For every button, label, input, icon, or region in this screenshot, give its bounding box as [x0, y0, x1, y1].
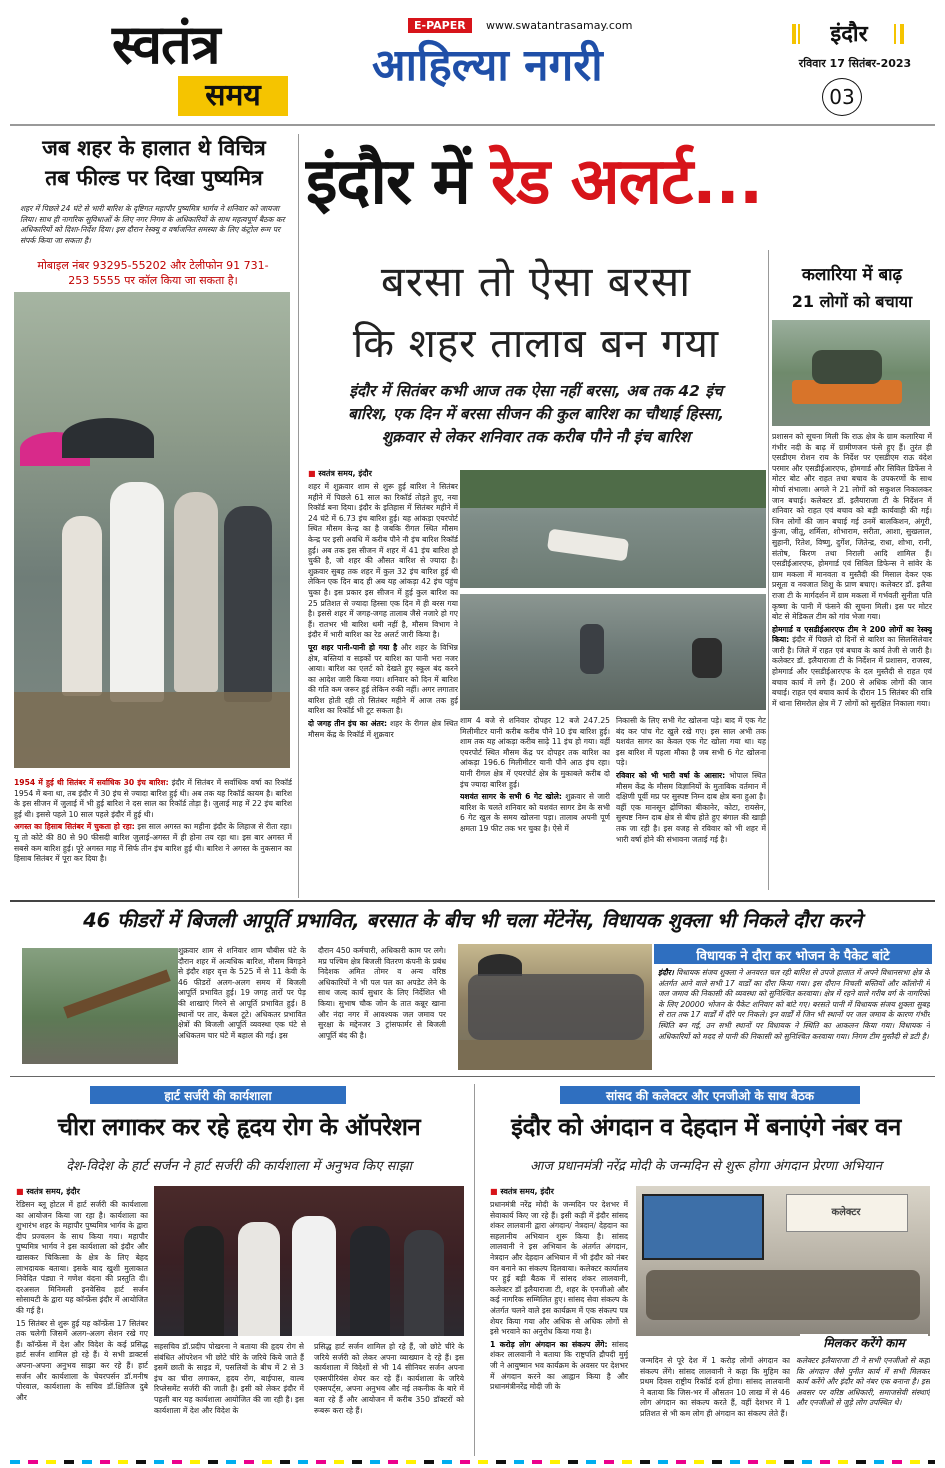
organ-col1-text: प्रधानमंत्री नरेंद्र मोदी के जन्मदिन पर देशभर में सेवाकार्य किए जा रहे हैं। इसी कड़ी में इंदौर सांसद शंकर लालवानी द्वारा अंगदान/ नेत्रदान/ देहदान का सहलानीय अभियान शुरू किया है। सांसद लालवानी ने इस अभियान के अंतर्गत अंगदान, नेत्रदान और देहदान अभियान में भी इंदौर को नंबर वन बनाने का संकल्प दिलवाया। कलेक्टर कार्यालय पर हुई बड़ी बैठक में सांसद शंकर लालवानी, कलेक्टर डॉ इलैयाराजा टी, शहर के एनजीओ और कई नागरिक सम्मिलित हुए। सांसद सेवा संकल्प के अंतर्गत चलने वाले इस कार्यक्रम में एक संकल्प पत्र शेयर किया गया और अधिक से अधिक लोगों से इसे भरवाने का अनुरोध किया गया है। — [490, 1200, 628, 1337]
website-link[interactable]: www.swatantrasamay.com — [486, 19, 633, 32]
person-shape — [62, 516, 102, 696]
heart-col1b-text: 15 सितंबर से शुरू हुई यह कॉन्फ्रेंस 17 सितंबर तक चलेगी जिसमें अलग-अलग सेशन रखे गए हैं। कॉन्फ्रेंस में देश और विदेश के कई प्रसिद्ध हार्ट सर्जन शामिल हो रहे हैं। ये सभी डाक्टर्स अपना-अपना अनुभव साझा कर रहे हैं। हार्ट सर्जन और कार्यशाला के चेयरपर्सन डॉ.मनीष पोरवाल, कार्यशाला के सचिव डॉ.क्षितिज दुबे और — [16, 1318, 148, 1402]
speaker-shape — [404, 1230, 444, 1336]
city-name: इंदौर — [830, 22, 868, 47]
section-divider — [10, 1076, 935, 1077]
people-shape — [580, 624, 604, 674]
date-bars — [894, 24, 896, 44]
heart-col-3: प्रसिद्ध हार्ट सर्जन शामिल हो रहे हैं, जो छोटे चीरे के जरिये सर्जरी को लेकर अपना व्याख्यान दे रहे हैं। इस कार्यशाला में विदेशों से भी 14 सीनियर सर्जन अपना एक्सपीरियंस शेयर कर रहे हैं। कार्यशाला के जरिये एक्सपर्ट्स, अपना अनुभव और नई तकनीक के बारे में बता रहे हैं और आयोजन में करीब 350 डॉक्टरों को रूबरू करा रहे हैं। — [314, 1342, 464, 1415]
masthead — [0, 0, 945, 120]
column-divider — [298, 134, 299, 898]
electricity-col-1: शुक्रवार शाम से शनिवार शाम चौबीस घंटे के दौरान शहर में अत्यधिक बारिश, मौसम बिगड़ने से इंदौर शहर वृत्त के 525 में से 11 केवी के 46 फीडरों अलग-अलग समय में बिजली आपूर्ति प्रभावित हुई। 19 जगह तारों पर पेड़ की शाखाएं गिरने से आपूर्ति प्रभावित हुई। 8 स्थानों पर तार, केबल टूटे। अधिकतर प्रभावित क्षेत्रों की बिजली आपूर्ति व्यवस्था एक घंटे से अधिकतम चार घंटे में बहाल की गई। इस — [178, 946, 306, 1040]
left-story-headline-1: जब शहर के हालात थे विचित्र — [42, 136, 266, 160]
fallen-tree-photo — [22, 948, 178, 1064]
rescue-photo — [772, 320, 930, 426]
mla-subheadline: विधायक ने दौरा कर भोजन के पैकेट बांटे — [696, 949, 890, 964]
organ-col-2: जन्मदिन से पूरे देश में 1 करोड़ लोगों अंगदान का संकल्प लेंगे। सांसद लालवानी ने कहा कि मुहिम का प्रथम दिवस राष्ट्रीय रिकॉर्ड दर्ज होगा। सांसद लालवानी ने बताया कि जिस-भर में औसतन 10 लाख में से 46 लोग अंगदान का संकल्प करते हैं, वहीं देशभर में 1 प्रतिशत से भी कम लोग ही अंगदान का संकल्प लेते हैं। — [640, 1356, 790, 1418]
caption2-text: इस साल अगस्त का महीना इंदौर के लिहाज से रीता रहा। यू तो कोटे की 80 से 90 फीसदी बारिश जुलाई-अगस्त में ही होना तय रहा था। इस बार अगस्त में सबसे कम बारिश हुई। पूरे अगस्त माह में सिर्फ तीन इंच बारिश हुई थी। बारिश ने अगस्त के नुकसान का हिसाब सितंबर में पूरा कर दिया है। — [14, 822, 292, 864]
main-col3b-head: रविवार को भी भारी वर्षा के आसार: — [616, 770, 726, 780]
main-byline: ■ स्वतंत्र समय, इंदौर — [308, 469, 372, 478]
car-shape — [547, 529, 629, 562]
organ-kicker: सांसद की कलेक्टर और एनजीओ के साथ बैठक — [605, 1089, 815, 1103]
left-story-helpline: मोबाइल नंबर 93295-55202 और टेलीफोन 91 731-253 5555 पर कॉल किया जा सकता है। — [37, 259, 269, 287]
main-headline-part2: रेड अलर्ट... — [491, 145, 763, 219]
main-headline — [306, 140, 766, 224]
attendees-shape — [646, 1270, 920, 1320]
screen-label: कलेक्टर — [831, 1207, 861, 1218]
speaker-shape — [350, 1226, 390, 1336]
mla-story-text: विधायक संजय शुक्ला ने अनवरत चल रही बारिश से उपजे हालात में अपने विधानसभा क्षेत्र के अंतर्गत आने वाले सभी 17 वार्डों का दौरा किया गया। इस दौरान निचली बस्तियों और कॉलोनी में जल जमाव की निकासी की व्यवस्था को सुनिश्चित करवाया। क्षेत्र में रहने वाले गरीब वर्ग के नागरिकों के लिए 20000 भोजन के पैकेट शनिवार को बांटे गए। बरसते पानी में विधायक संजय शुक्ला सुबह से रात तक 17 वार्डों में दौरे पर निकले। इन वार्डों में जिन भी स्थानों पर जल जमाव के कारण गंभीर स्थिति बन गई, उन सभी स्थानों पर विधायक ने स्थिति का आकलन किया गया। विधायक ने अधिकारियों को मदद से पानी की निकासी को सुनिश्चित करवाया गया। निगम टीम मुस्तैदी से डटी है। — [658, 968, 930, 1041]
person-shape — [174, 492, 218, 692]
main-col-2 — [460, 716, 610, 886]
organ-subhead: आज प्रधानमंत्री नरेंद्र मोदी के जन्मदिन से शुरू होगा अंगदान प्रेरणा अभियान — [529, 1159, 882, 1174]
umbrella-shape — [478, 954, 522, 976]
right-story-headline-1: कलारिया में बाढ़ — [801, 265, 903, 285]
column-divider — [474, 1084, 475, 1456]
organ-col1b-head: 1 करोड़ लोग अंगदान का संकल्प लेंगे: — [490, 1339, 608, 1349]
organ-headline: इंदौर को अंगदान व देहदान में बनाएंगे नंबर वन — [511, 1113, 901, 1141]
trunk-shape — [63, 970, 170, 1019]
logo-line1: स्वतंत्र — [112, 12, 220, 76]
main-col1b-head: पूरा शहर पानी-पानी हो गया है — [308, 642, 398, 652]
main-col1b-text: और शहर के विभिन्न क्षेत्र, बस्तियां व सड़कों पर बारिश का पानी भरा नजर आया। बारिश का एलर्ट को देखते हुए स्कूल बंद करने का आदेश जारी किया गया। शनिवार को दिन में बारिश की गति कम जरूर हुई लेकिन रुकी नहीं। अगर लगातार बारिश होती रही तो सितंबर महीने में आज तक हुई बारिश का रिकॉर्ड भी टूट सकता है। — [308, 642, 458, 716]
date-bars — [792, 24, 796, 44]
date-bars — [798, 24, 800, 44]
caption-highlight: 1954 में हुई थी सितंबर में सर्वाधिक 30 इंच बारिश: — [14, 778, 169, 787]
speaker-shape — [238, 1222, 280, 1336]
main-deck-line3: शुक्रवार से लेकर शनिवार तक करीब पौने नौ इंच बारिश — [381, 428, 691, 446]
heart-subhead: देश-विदेश के हार्ट सर्जन ने हार्ट सर्जरी की कार्यशाला में अनुभव किए साझा — [66, 1159, 412, 1174]
umbrella-shape — [62, 418, 154, 458]
heart-headline: चीरा लगाकर कर रहे हृदय रोग के ऑपरेशन — [57, 1113, 421, 1141]
conference-photo — [154, 1186, 464, 1336]
main-col1c-head: दो जगह तीन इंच का अंतर: — [308, 719, 387, 729]
main-col2b-head: यशवंत सागर के सभी 6 गेट खोले: — [460, 792, 562, 802]
logo-line2: समय — [178, 76, 288, 116]
right-story-headline-2: 21 लोगों को बचाया — [791, 292, 913, 311]
organ-photo-caption-title: मिलकर करेंगे काम — [800, 1334, 928, 1351]
main-col-1 — [308, 482, 458, 886]
left-story-caption — [14, 778, 292, 896]
main-col2b-text: शुक्रवार से जारी बारिश के चलते शनिवार को यशवंत सागर डेम के सभी 6 गेट खुल के समय खोलना पड़ा। तालाब अपनी पूर्ण क्षमता 19 फीट तक भर चुका है। ऐसे में — [460, 792, 610, 833]
submerged-car-photo — [460, 470, 766, 588]
masthead-divider — [10, 124, 935, 126]
organ-col1b-text: सांसद शंकर लालवानी ने बताया कि राष्ट्रपति द्रौपदी मुर्मू जी ने आयुष्मान भव कार्यक्रम के अवसर पर देशभर में अंगदान करने का आह्वान किया है और प्रधानमंत्रीनरेंद्र मोदी जी के — [490, 1339, 628, 1392]
speaker-shape — [292, 1216, 336, 1336]
section-divider — [10, 900, 935, 902]
main-col2-text: शाम 4 बजे से शनिवार दोपहर 12 बजे 247.25 मिलीमीटर यानी करीब करीब पौने 10 इंच बारिश हुई। शाम तक यह आंकड़ा करीब साढ़े 11 इंच हो गया। वहीं एयरपोर्ट स्थित मौसम केंद्र पर दोपहर तक बारिश का आंकड़ा 196.6 मिलीमीटर यानी पौने आठ इंच रहा। यानी रीगल क्षेत्र में एयरपोर्ट क्षेत्र के मुकाबले करीब दो इंच ज्यादा बारिश हुई। — [460, 716, 610, 789]
main-deck-line1: इंदौर में सितंबर कभी आज तक ऐसा नहीं बरसा, अब तक 42 इंच — [349, 382, 723, 400]
page-number: 03 — [822, 78, 862, 116]
floodwater-shape — [14, 692, 290, 768]
main-subhead-1: बरसा तो ऐसा बरसा — [380, 257, 692, 306]
organ-byline: ■ स्वतंत्र समय, इंदौर — [490, 1187, 554, 1196]
edition-title: आहिल्या नगरी — [372, 40, 603, 91]
heart-byline: ■ स्वतंत्र समय, इंदौर — [16, 1187, 80, 1196]
main-headline-part1: इंदौर में — [306, 145, 470, 219]
main-col1c-text: शहर के रीगल क्षेत्र स्थित मौसम केंद्र के रिकॉर्ड में शुक्रवार — [308, 719, 458, 739]
heart-kicker: हार्ट सर्जरी की कार्यशाला — [164, 1089, 272, 1103]
electricity-headline: 46 फीडरों में बिजली आपूर्ति प्रभावित, बरसात के बीच भी चला मेंटेनेंस, विधायक शुक्ला भी निकले दौरा करने — [83, 909, 862, 932]
crowd-shape — [468, 974, 644, 1040]
rescuers-shape — [812, 350, 882, 384]
heart-col-1 — [16, 1200, 148, 1454]
mla-story-body — [658, 968, 930, 1068]
left-story-headline-2: तब फील्ड पर दिखा पुष्यमित्र — [45, 166, 263, 190]
main-byline-text: स्वतंत्र समय, इंदौर — [318, 469, 372, 478]
trees-shape — [460, 470, 766, 508]
flooded-road-photo — [460, 594, 766, 710]
organ-byline-text: स्वतंत्र समय, इंदौर — [500, 1187, 554, 1196]
organ-photo-caption: कलेक्टर इलैयाराजा टी ने सभी एनजीओ से कहा कि अंगदान जैसे पुनीत कार्य में सभी मिलकर कार्य करेंगे और इंदौर को नंबर एक बनाना है। इस अवसर पर वरिष्ठ अधिकारी, समाजसेवी संस्थाएं और एनजीओ से जुड़े लोग उपस्थित थे। — [796, 1356, 930, 1408]
floodwater-shape — [458, 1040, 652, 1070]
mla-visit-photo — [458, 944, 652, 1070]
caption2-highlight: अगस्त का हिसाब सितंबर में चुकता हो रहा: — [14, 822, 135, 832]
main-deck — [306, 380, 766, 449]
electricity-col-2: दौरान 450 कर्मचारी, अधिकारी काम पर लगे। मप्र पश्चिम क्षेत्र बिजली वितरण कंपनी के प्रबंध निदेशक अमित तोमर व अन्य वरिष्ठ अधिकारियों ने भी पल पल का अपडेट लेने के साथ जल्द कार्य सुधार के लिए निर्देशित भी किया। सुभाष चौक जोन के तात कन्नूर खाना और नंदा नगर में आवश्यक जल जमाव पर सुरक्षा के मद्देनजर 3 ट्रांसफार्मर से बिजली आपूर्ति बंद की है। — [318, 946, 446, 1040]
person-shape — [110, 482, 164, 702]
main-deck-line2: बारिश, एक दिन में बरसा सीजन की कुल बारिश का चौथाई हिस्सा, — [347, 405, 725, 423]
person-shape — [224, 506, 272, 702]
mla-story-lead: इंदौर। — [658, 968, 674, 977]
right-story-text: प्रशासन को सूचना मिली कि राऊ क्षेत्र के ग्राम कलारिया में गंभीर नदी के बाढ़ में ग्रामीणजन फंसे हुए हैं। तुरंत ही एसडीएम रोशन राय के निर्देश पर एसडीएम राऊ वंदेश परमार और एसडीईआरएफ, होमगार्ड और सिविल डिफेंस ने मोटर बोट और राहत तथा बचाव के उपकरणों के साथ मोर्चा संभाला। अगले ने 21 लोगों को सकुशल निकालकर जान बचाई। कलेक्टर डॉ. इलैयाराजा टी के निर्देशन में शनिवार को राहत एवं बचाव को बड़ी कार्यवाही की गई। जिन लोगों की जान बचाई गई उनमें बालकिशन, अंगूरी, कुंजा, जीतू, शर्मिला, शोभाराम, सरीता, आशा, सुखलाल, सुहानी, रितेश, विष्णु, दुर्गेश, जितेन्द्र, राधा, शोभा, रानी, संतोष, किरण तथा निराली आदि शामिल हैं। एसडीईआरएफ, होमगार्ड एवं सिविल डिफेन्स ने सांवेर के ग्राम मकला में मानवता व मुस्तैदी की मिसाल देकर एक प्रसूता व नवजात शिशु के प्राण बचाए। कलेक्टर डॉ. इलैया राजा टी के मार्गदर्शन में ग्राम मकला में गर्भवती सुनीता पति कृष्णा के पानी में फंसने की सूचना मिली। इस पर मोटर बोट से मेडिकल टीम को गांव भेजा गया। — [772, 432, 932, 622]
date-bars — [900, 24, 904, 44]
scooter-shape — [692, 638, 722, 678]
main-col3b-text: भोपाल स्थित मौसम केंद्र के मौसम विज्ञानियों के मुताबिक वर्तमान में दक्षिणी पूर्वी मप्र पर सुस्पष्ट निम्न दाब क्षेत्र बना हुआ है। वहीं एक मानसून द्रोणिका बीकानेर, कोटा, रायसेन, सुस्पष्ट निम्न दाब क्षेत्र से बीच होते हुए बंगाल की खाड़ी तक जा रही है। इस वजह से रविवार को भी शहर में भारी वर्षा होने की संभावना जताई गई है। — [616, 770, 766, 844]
caption-text: इंदौर में सितंबर में सर्वाधिक वर्षा का रिकॉर्ड 1954 में बना था, तब इंदौर में 30 इंच से ज्यादा बारिश हुई थी। अब तक यह रिकॉर्ड कायम है। बारिश के इस सीजन में जुलाई में भी हुई बारिश ने दस साल का रिकॉर्ड तोड़ा है। जुलाई माह में 22 इंच बारिश हुई थी। इससे पहले 10 साल पहले इंदौर में हुई थी। — [14, 778, 292, 819]
heart-byline-text: स्वतंत्र समय, इंदौर — [26, 1187, 80, 1196]
right-story-sub-text: इंदौर में पिछले दो दिनों से बारिश का सिलसिलेवार जारी है। जिले में राहत एवं बचाव के कार्य तेजी से जारी है। कलेक्टर डॉ. इलैयाराजा टी के निर्देशन में प्रशासन, राजस्व, होमगार्ड और एसडीईआरएफ के दल मुस्तैदी से राहत एवं बचाव कार्य में लगे हैं। 200 से अधिक लोगों की जान बचाई। राहत एवं बचाव कार्य के दौरान 15 सितंबर की रात्रि में थाना सिमरोल क्षेत्र में 7 लोगों को सुरक्षित निकाला गया। — [772, 635, 932, 708]
epaper-label: E-PAPER — [408, 18, 472, 33]
print-color-bar — [10, 1460, 935, 1464]
left-story-intro: शहर में पिछले 24 घंटे से भारी बारिश के दृष्टिगत महापौर पुष्यमित्र भार्गव ने शनिवार को जायजा लिया। साथ ही नागरिक सुविधाओं के लिए नगर निगम के अधिकारियों के साथ महत्वपूर्ण बैठक कर अधिकारियों को दिशा-निर्देश दिया। इस दौरान रेस्क्यू व वर्षाजनित समस्या के लिए कंट्रोल रूम पर संपर्क किया जा सकता है। — [20, 204, 285, 245]
main-subhead-2: कि शहर तालाब बन गया — [352, 321, 720, 367]
heart-col1-text: रेडिसन ब्लू होटल में हार्ट सर्जरी की कार्यशाला का आयोजन किया जा रहा है। कार्यशाला का शुभारंभ शहर के महापौर पुष्यमित्र भार्गव के द्वारा दीप प्रज्वलन के साथ किया गया। महापौर पुष्यमित्र भार्गव ने इस कार्यशाला को इंदौर और खासकर चिकित्सा के क्षेत्र के लिए बेहद लाभदायक बताया। इसके बाद खुशी मुलाकात निवेदित पंड्या ने गणेश वंदना की प्रस्तुति दी। दरअसल मिनिमली इनवेसिव हार्ट सर्जन सोसायटी के द्वारा यह कॉन्फ्रेंस इंदौर में आयोजित की गई है। — [16, 1200, 148, 1315]
meeting-photo — [636, 1186, 930, 1336]
speaker-shape — [184, 1226, 224, 1336]
organ-col-1 — [490, 1200, 628, 1454]
main-col-3 — [616, 716, 766, 886]
edition-date: रविवार 17 सितंबर-2023 — [798, 57, 912, 70]
mayor-flood-photo — [14, 292, 290, 768]
column-divider — [768, 250, 769, 890]
right-story-body — [772, 432, 932, 892]
right-story-sub-head: होमगार्ड व एसडीईआरएफ टीम ने 200 लोगों का रेस्क्यू किया: — [772, 624, 932, 645]
main-col1-text: शहर में शुक्रवार शाम से शुरू हुई बारिश ने सितंबर महीने में पिछले 61 साल का रिकॉर्ड तोड़ते हुए, नया रिकॉर्ड बना दिया। इंदौर के इतिहास में सितंबर महीने में 24 घंटे में 6.73 इंच बारिश हुई। यह आंकड़ा एयरपोर्ट स्थित मौसम केन्द्र का है जबकि रीगल स्थित मौसम केन्द्र पर इसी अवधि में करीब पौने नौ इंच बारिश रिकॉर्ड हुई। अब तक इस सीजन में शहर में 41 इंच बारिश हो चुकी है, जो शहर की औसत बारिश से ज्यादा है। शुक्रवार सुबह तक शहर में कुल 32 इंच बारिश हुई थी लेकिन एक दिन बाद ही अब यह आंकड़ा 42 इंच पहुंच चुका है। इस प्रकार इस सीजन में हुई कुल बारिश का 25 प्रतिशत से ज्यादा हिस्सा एक दिन में ही बरस गया है। इससे शहर में जगह-जगह तालाब जैसे नजारे हो गए हैं। रातभर भी बारिश थमी नहीं है, मौसम विभाग ने इंदौर में भारी बारिश का रेड अलर्ट जारी किया है। — [308, 482, 458, 640]
main-col3-text: निकासी के लिए सभी गेट खोलना पड़े। बाद में एक गेट बंद कर पांच गेट खुले रखे गए। इस साल अभी तक यशवंत सागर का केवल एक गेट खोला गया था। यह इस बारिश में पहला मौका है जब सभी 6 गेट खोलना पड़े। — [616, 716, 766, 768]
heart-col-2: सहसचिव डॉ.प्रदीप पोखरना ने बताया की हृदय रोग से संबंधित ऑपरेशन भी छोटे चीरे के जरिये किये जाते हैं इसमें छाती के साइड में, पसलियों के बीच में 2 से 3 इंच का चीरा लगाकर, हृदय रोग, बाईपास, वाल्व रिप्लेसमेंट सर्जरी की जाती है। इसी को लेकर इंदौर में पहली बार यह कार्यशाला आयोजित की जा रही है। इस कार्यशाला में देश और विदेश के — [154, 1342, 304, 1415]
video-screen-shape — [642, 1194, 764, 1260]
